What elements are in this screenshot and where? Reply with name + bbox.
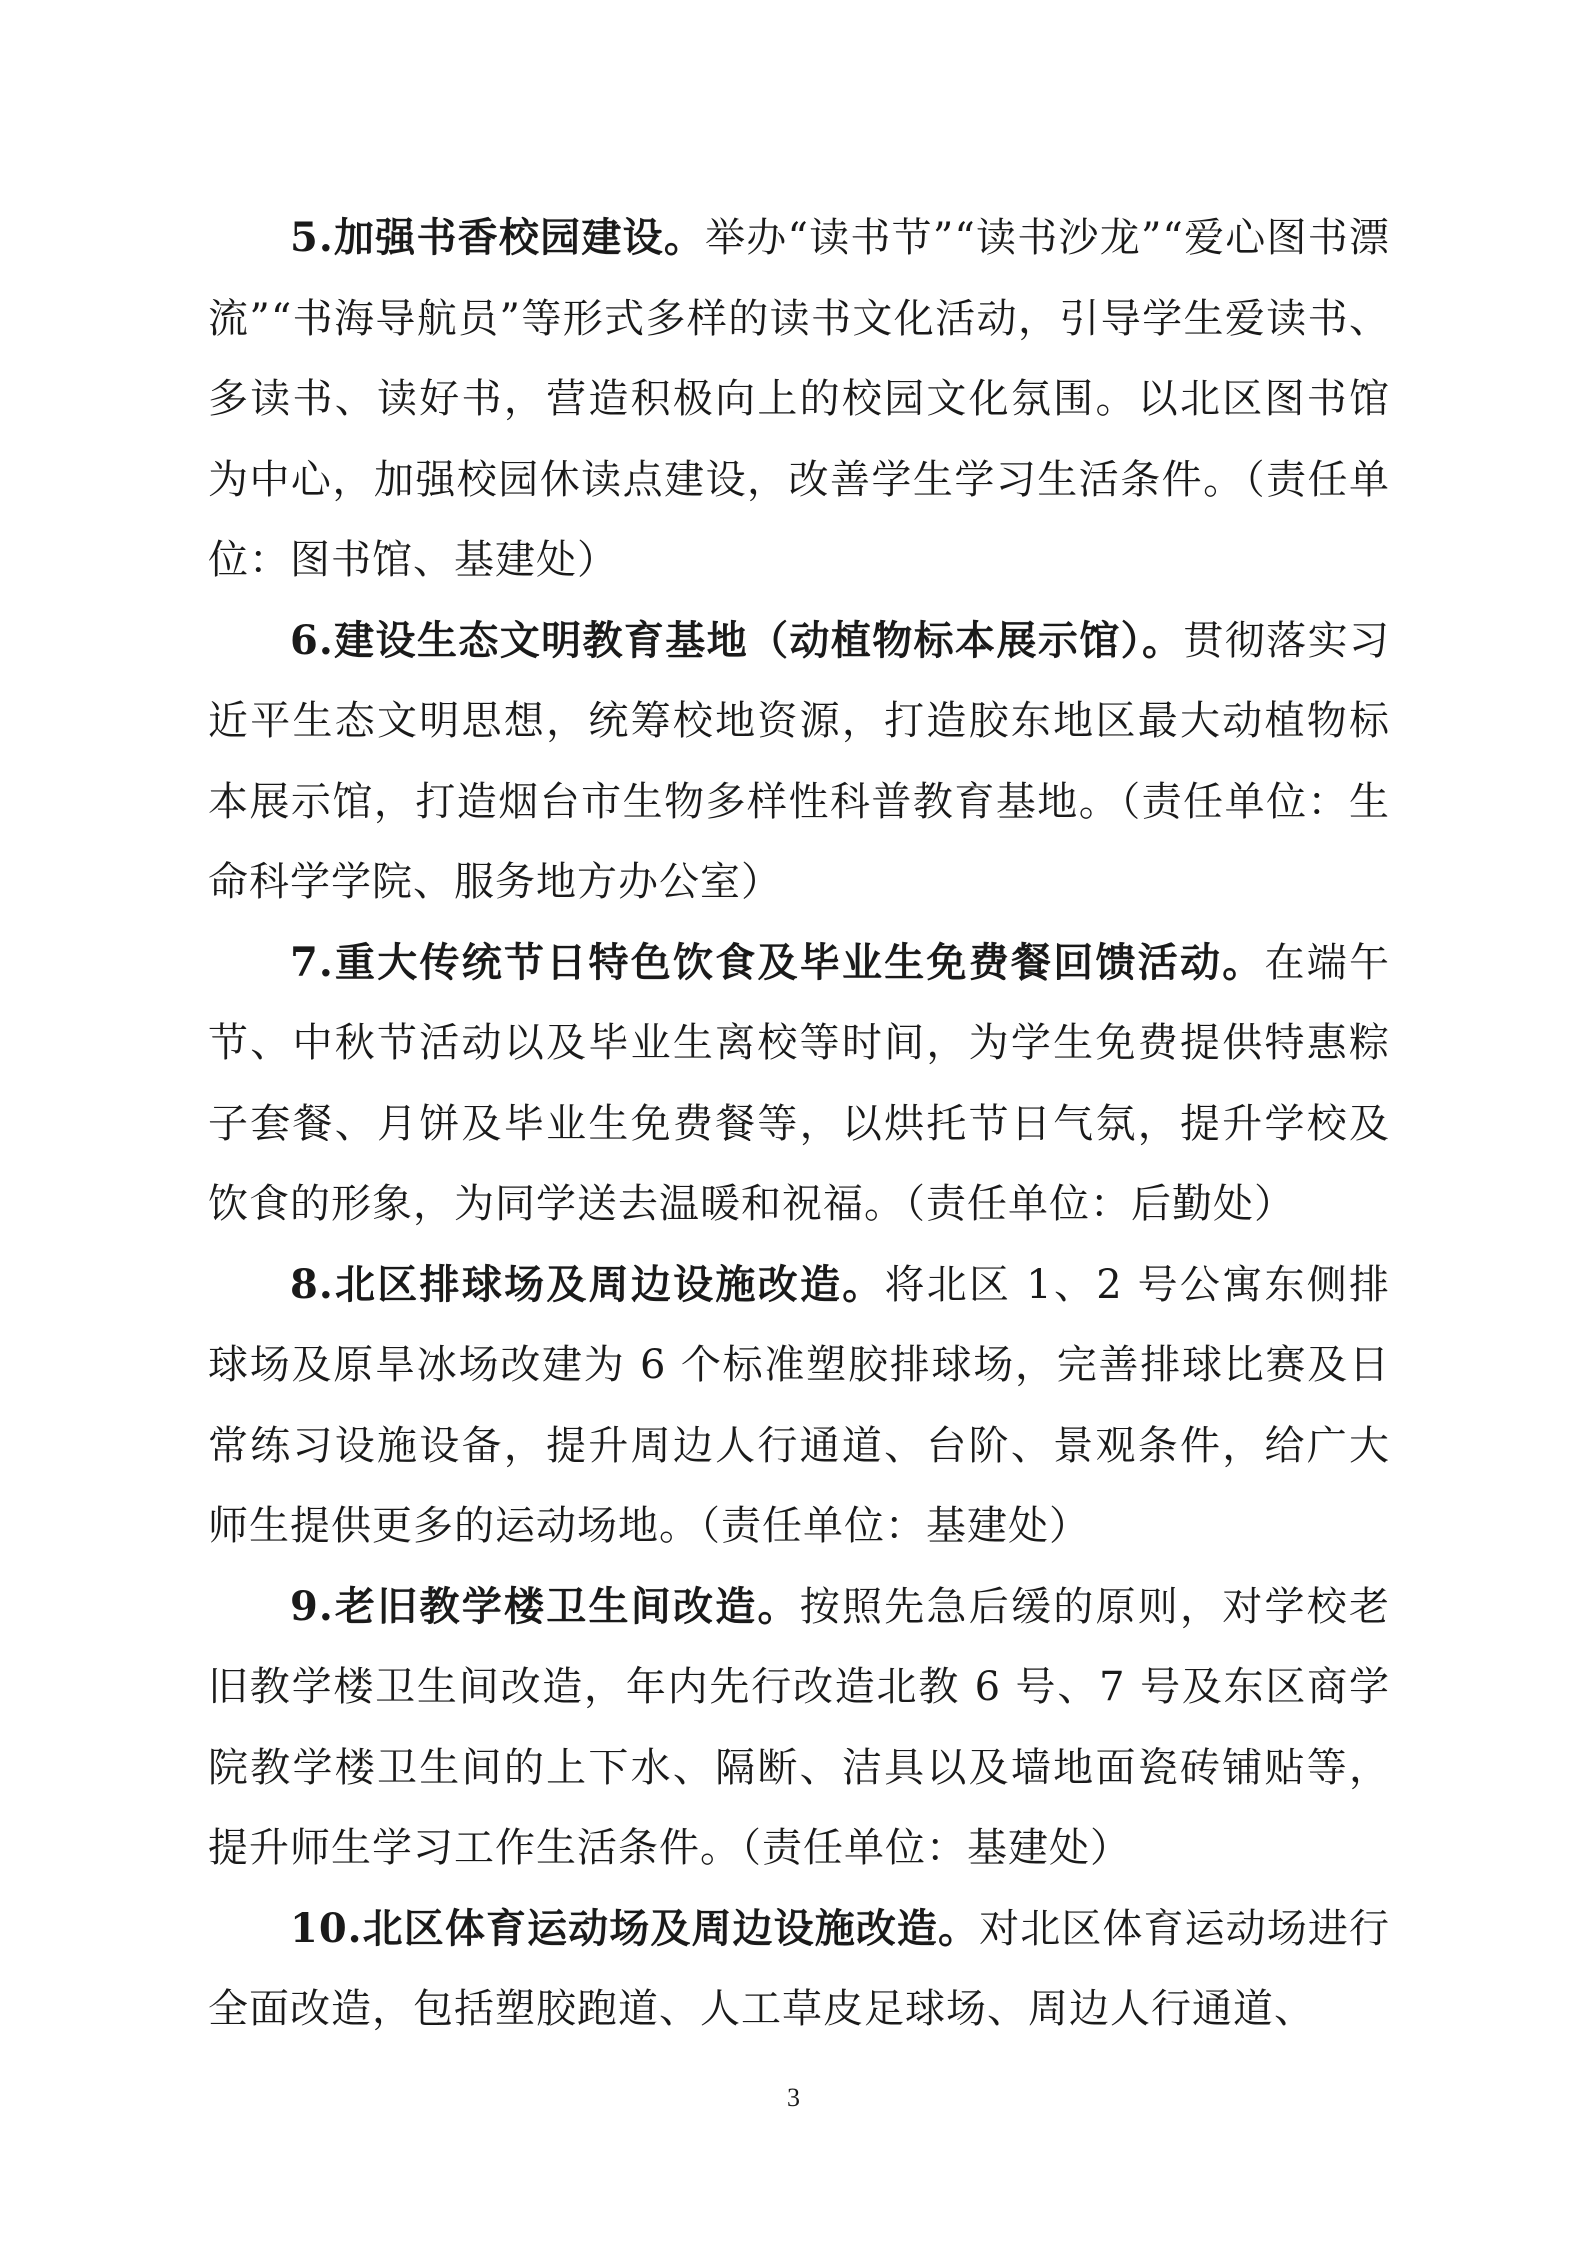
paragraph-item-7 [208,923,1390,1245]
paragraph-heading: 7.重大传统节日特色饮食及毕业生免费餐回馈活动。 [290,938,1265,986]
paragraph-item-8 [208,1245,1390,1567]
paragraph-text: 举办“读书节”“读书沙龙”“爱心图书漂流”“书海导航员”等形式多样的读书文化活动，引导学生爱读书、多读书、读好书，营造积极向上的校园文化氛围。以北区图书馆为中心，加强校园休读点建设，改善学生学习生活条件。（责任单位：图书馆、基建处） [208,215,1390,583]
paragraph-heading: 5.加强书香校园建设。 [290,214,706,261]
paragraph-text: 在端午节、中秋节活动以及毕业生离校等时间，为学生免费提供特惠粽子套餐、月饼及毕业生免费餐等，以烘托节日气氛，提升学校及饮食的形象，为同学送去温暖和祝福。（责任单位：后勤处） [208,939,1390,1227]
paragraph-heading: 8.北区排球场及周边设施改造。 [290,1260,885,1308]
paragraph-text: 对北区体育运动场进行全面改造，包括塑胶跑道、人工草皮足球场、周边人行通道、 [208,1905,1391,2032]
paragraph-text: 贯彻落实习近平生态文明思想，统筹校地资源，打造胶东地区最大动植物标本展示馆，打造烟台市生物多样性科普教育基地。（责任单位：生命科学学院、服务地方办公室） [208,617,1390,905]
document-body [208,198,1390,2050]
paragraph-heading: 10.北区体育运动场及周边设施改造。 [290,1904,980,1952]
page-number: 3 [787,2083,800,2112]
paragraph-item-9 [208,1567,1390,1889]
paragraph-item-5 [208,198,1390,601]
paragraph-text: 按照先急后缓的原则，对学校老旧教学楼卫生间改造，年内先行改造北教 6 号、7 号及东区商学院教学楼卫生间的上下水、隔断、洁具以及墙地面瓷砖铺贴等，提升师生学习工作生活条件。（责任单位：基建处） [208,1583,1390,1871]
paragraph-item-10 [208,1889,1390,2050]
paragraph-heading: 9.老旧教学楼卫生间改造。 [290,1582,800,1630]
paragraph-heading: 6.建设生态文明教育基地（动植物标本展示馆）。 [290,616,1184,664]
paragraph-item-6 [208,601,1390,923]
paragraph-text: 将北区 1、2 号公寓东侧排球场及原旱冰场改建为 6 个标准塑胶排球场，完善排球比赛及日常练习设施设备，提升周边人行通道、台阶、景观条件，给广大师生提供更多的运动场地。（责任单位：基建处） [208,1261,1390,1549]
